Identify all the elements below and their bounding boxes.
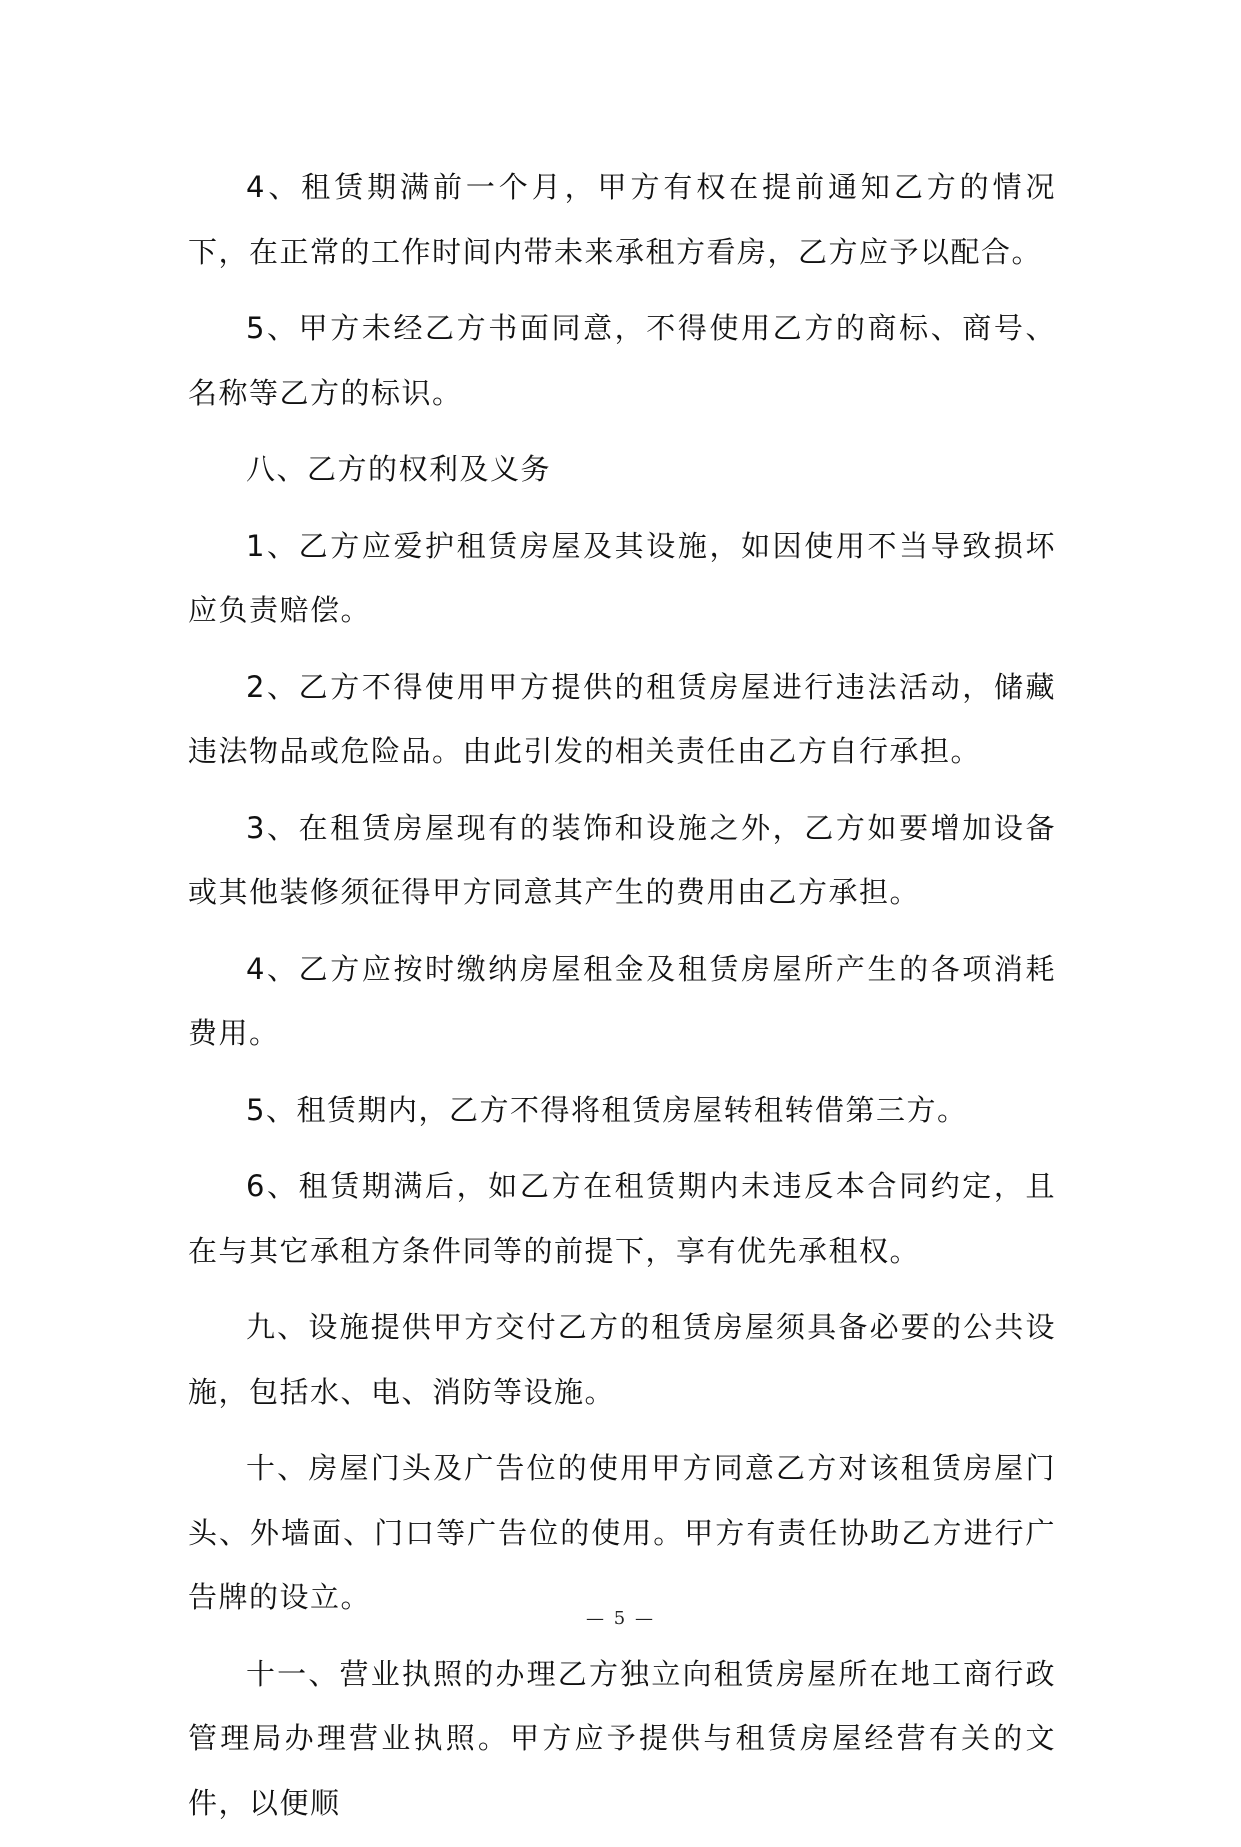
clause-paragraph: 3、在租赁房屋现有的装饰和设施之外，乙方如要增加设备或其他装修须征得甲方同意其产生的费用由乙方承担。 (188, 810, 1056, 909)
section-paragraph: 十、房屋门头及广告位的使用甲方同意乙方对该租赁房屋门头、外墙面、门口等广告位的使用。甲方有责任协助乙方进行广告牌的设立。 (188, 1451, 1056, 1614)
clause-paragraph: 1、乙方应爱护租赁房屋及其设施，如因使用不当导致损坏应负责赔偿。 (188, 528, 1056, 627)
clause-paragraph: 6、租赁期满后，如乙方在租赁期内未违反本合同约定，且在与其它承租方条件同等的前提下，享有优先承租权。 (188, 1169, 1056, 1268)
clause-paragraph: 4、乙方应按时缴纳房屋租金及租赁房屋所产生的各项消耗费用。 (188, 951, 1056, 1050)
clause-paragraph: 5、甲方未经乙方书面同意，不得使用乙方的商标、商号、名称等乙方的标识。 (188, 311, 1056, 410)
section-paragraph: 九、设施提供甲方交付乙方的租赁房屋须具备必要的公共设施，包括水、电、消防等设施。 (188, 1310, 1056, 1409)
section-paragraph: 十一、营业执照的办理乙方独立向租赁房屋所在地工商行政管理局办理营业执照。甲方应予提供与租赁房屋经营有关的文件，以便顺 (188, 1656, 1056, 1820)
clause-paragraph: 5、租赁期内，乙方不得将租赁房屋转租转借第三方。 (246, 1092, 968, 1127)
page-number: — 5 — (586, 1608, 655, 1629)
clause-paragraph: 2、乙方不得使用甲方提供的租赁房屋进行违法活动，储藏违法物品或危险品。由此引发的相关责任由乙方自行承担。 (188, 669, 1056, 768)
section-heading: 八、乙方的权利及义务 (246, 452, 552, 486)
clause-paragraph: 4、租赁期满前一个月，甲方有权在提前通知乙方的情况下，在正常的工作时间内带未来承租方看房，乙方应予以配合。 (188, 170, 1056, 269)
document-body (188, 155, 1056, 1847)
